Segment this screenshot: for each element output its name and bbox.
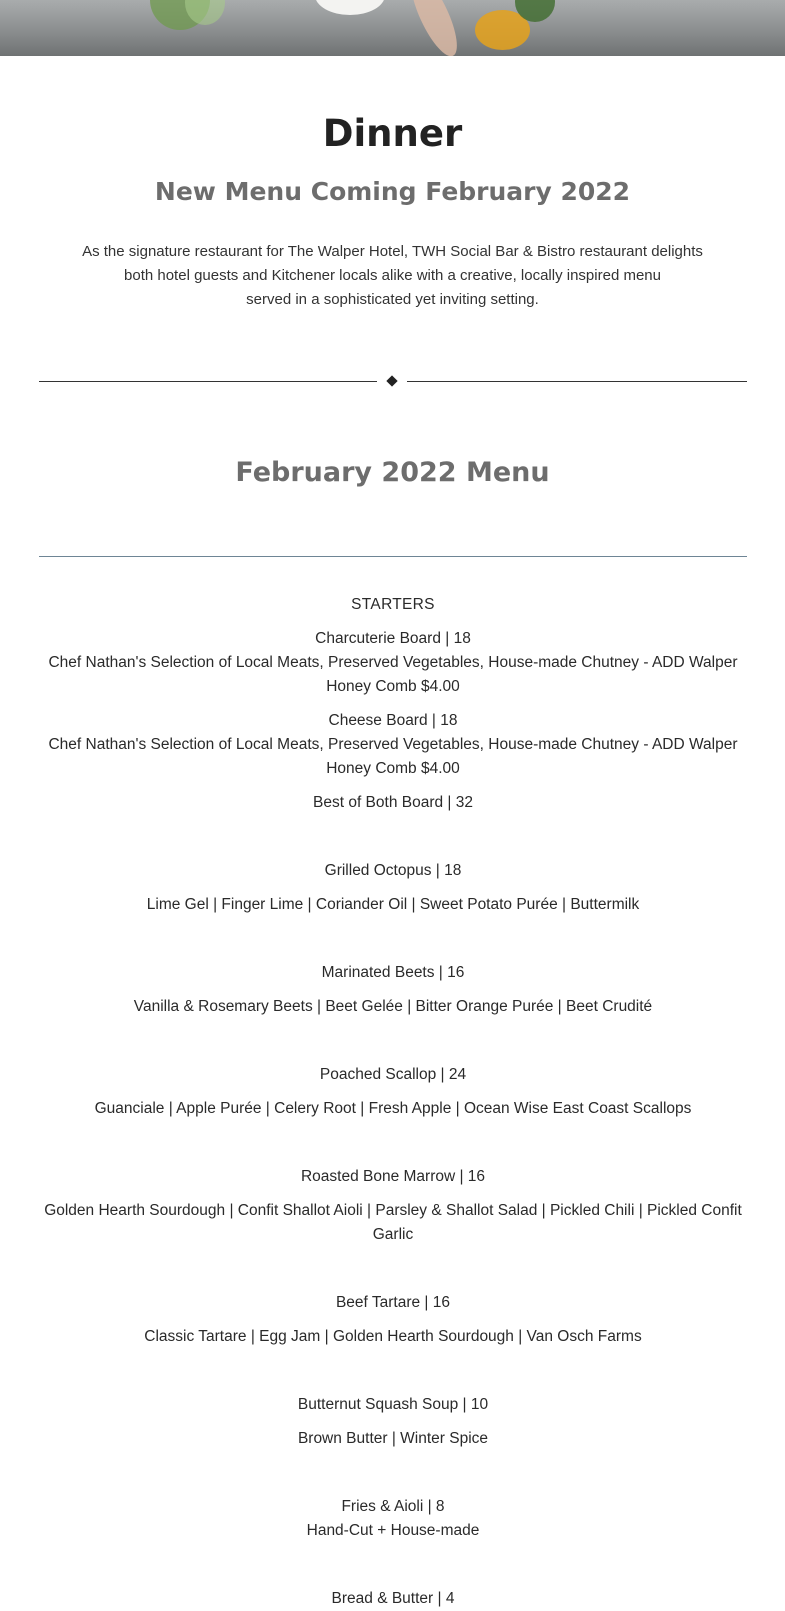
menu-item-name: Grilled Octopus | 18 — [324, 862, 462, 879]
menu-heading: February 2022 Menu — [235, 457, 550, 488]
menu-item-description: Hand-Cut + House-made — [306, 1522, 480, 1539]
menu-item-description: Classic Tartare | Egg Jam | Golden Hearth Sourdough | Van Osch Farms — [144, 1328, 642, 1345]
menu-item-name: Fries & Aioli | 8 — [341, 1498, 445, 1515]
menu-item-description — [39, 1199, 747, 1247]
divider-line-right — [407, 381, 747, 382]
menu-item-name: Butternut Squash Soup | 10 — [297, 1396, 489, 1413]
menu-item-name: Poached Scallop | 24 — [319, 1066, 467, 1083]
page-title: Dinner — [322, 112, 463, 155]
menu-item-description: Lime Gel | Finger Lime | Coriander Oil | Sweet Potato Purée | Buttermilk — [146, 896, 640, 913]
menu-item-name: Best of Both Board | 32 — [313, 794, 473, 811]
description-line: Honey Comb $4.00 — [326, 760, 460, 777]
divider-line-left — [39, 381, 377, 382]
intro-line: As the signature restaurant for The Walper Hotel, TWH Social Bar & Bistro restaurant delights — [82, 243, 703, 260]
description-line: Chef Nathan's Selection of Local Meats, Preserved Vegetables, House-made Chutney - ADD Walper — [48, 736, 738, 753]
description-line: Honey Comb $4.00 — [326, 678, 460, 695]
menu-item-name: Marinated Beets | 16 — [321, 964, 465, 981]
menu-item-name: Beef Tartare | 16 — [335, 1294, 451, 1311]
diamond-icon — [386, 375, 397, 386]
intro-line: served in a sophisticated yet inviting setting. — [246, 291, 539, 308]
menu-item-description — [39, 733, 747, 781]
section-title-starters: STARTERS — [351, 596, 435, 613]
menu-divider — [39, 556, 747, 557]
intro-line: both hotel guests and Kitchener locals alike with a creative, locally inspired menu — [124, 267, 661, 284]
menu-item-name: Cheese Board | 18 — [328, 712, 458, 729]
description-line: Golden Hearth Sourdough | Confit Shallot Aioli | Parsley & Shallot Salad | Pickled Chili | Pickled Confit — [44, 1202, 742, 1219]
menu-item-description: Brown Butter | Winter Spice — [297, 1430, 489, 1447]
page-subtitle: New Menu Coming February 2022 — [154, 177, 631, 206]
menu-item-description: Guanciale | Apple Purée | Celery Root | Fresh Apple | Ocean Wise East Coast Scallops — [94, 1100, 692, 1117]
menu-item-name: Bread & Butter | 4 — [331, 1590, 455, 1607]
hero-image — [0, 0, 785, 56]
description-line: Garlic — [372, 1226, 414, 1243]
menu-item-description — [39, 651, 747, 699]
intro-paragraph — [70, 240, 715, 312]
menu-item-name: Charcuterie Board | 18 — [315, 630, 471, 647]
menu-item-description: Vanilla & Rosemary Beets | Beet Gelée | Bitter Orange Purée | Beet Crudité — [133, 998, 653, 1015]
description-line: Chef Nathan's Selection of Local Meats, Preserved Vegetables, House-made Chutney - ADD Walper — [48, 654, 738, 671]
menu-item-name: Roasted Bone Marrow | 16 — [300, 1168, 486, 1185]
